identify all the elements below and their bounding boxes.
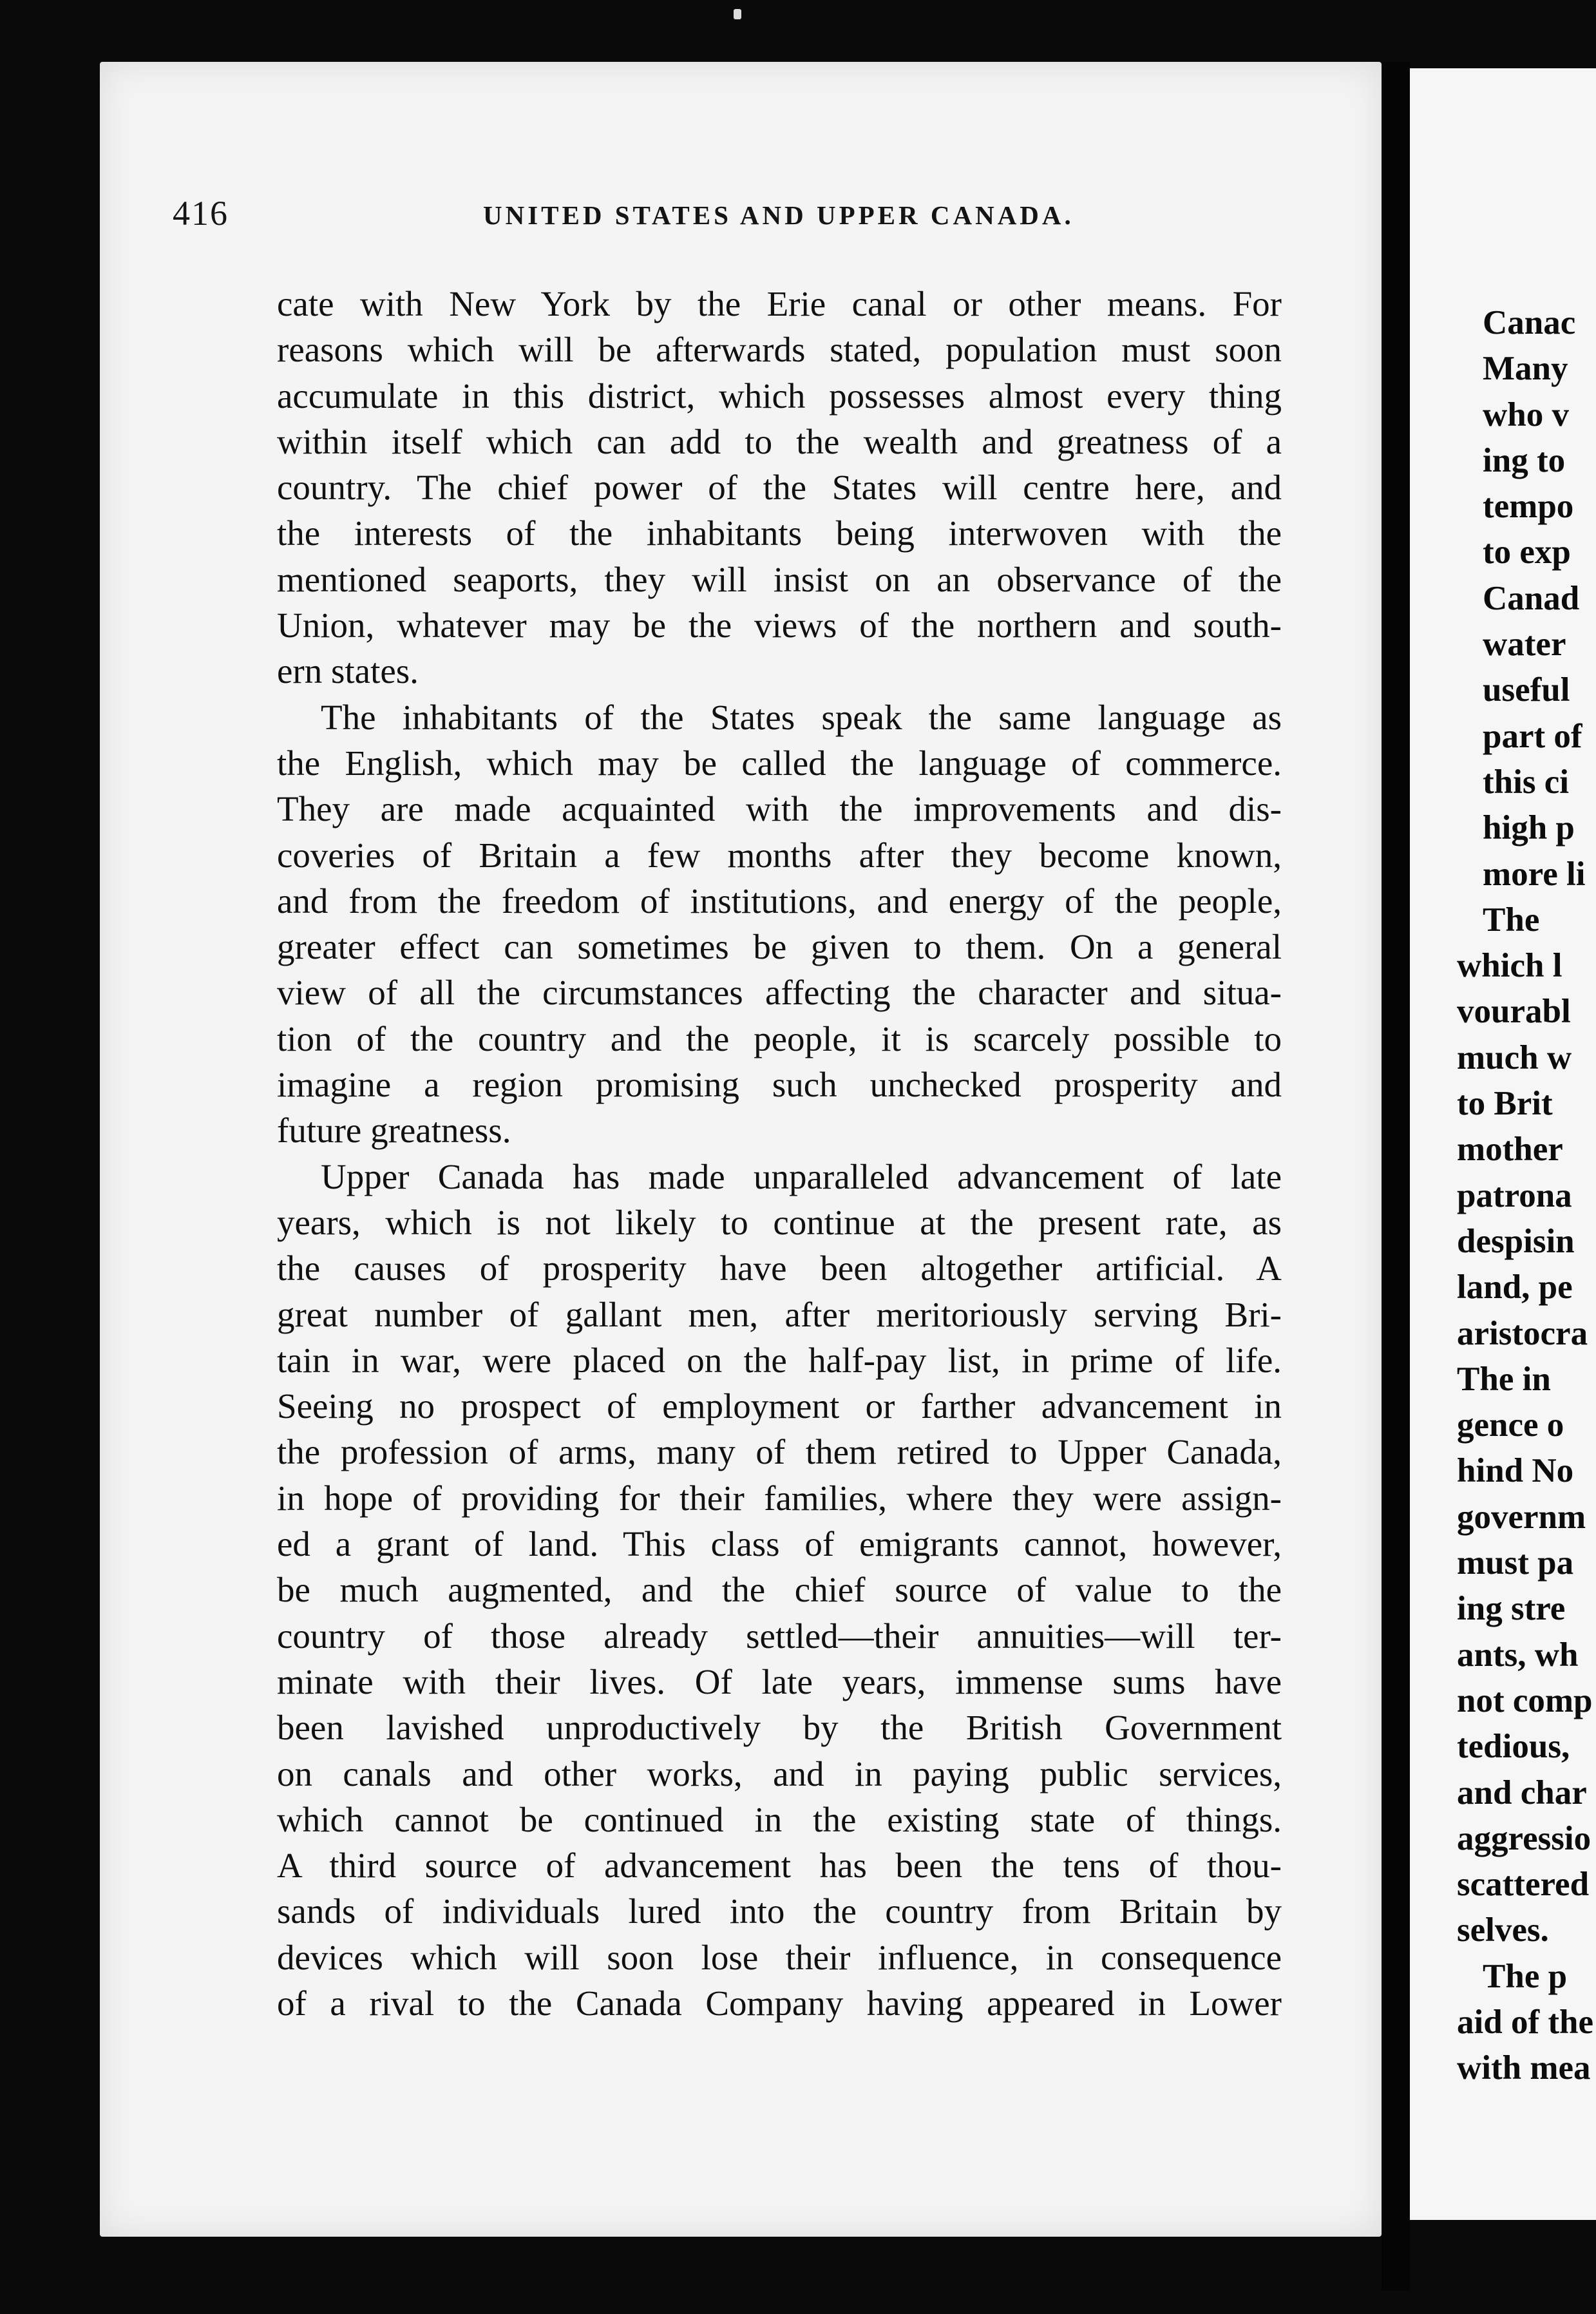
text-line: within itself which can add to the wealth and greatness of a [277,421,1282,461]
text-line: imagine a region promising such unchecked prosperity and [277,1065,1282,1105]
text-line: coveries of Britain a few months after they become known, [277,835,1282,875]
text-line-fragment: aid of the [1457,2003,1593,2041]
text-line-fragment: high p [1483,809,1575,847]
text-line-fragment: aggressio [1457,1819,1591,1857]
text-line: minate with their lives. Of late years, immense sums have [277,1661,1282,1701]
right-page-body-text [1457,300,1596,2092]
text-line-fragment: more li [1483,855,1586,893]
text-line-fragment: much w [1457,1038,1572,1076]
text-line-fragment: this ci [1483,763,1569,801]
text-line-fragment: which l [1457,947,1563,985]
text-line-fragment: ing stre [1457,1590,1566,1628]
text-line: tion of the country and the people, it is scarcely possible to [277,1018,1282,1058]
book-gutter [1382,62,1410,2291]
scan-speck [734,9,741,19]
text-line-fragment: scattered [1457,1866,1590,1904]
text-line-fragment: patrona [1457,1176,1572,1214]
text-line-fragment: vourabl [1457,993,1571,1031]
text-line-fragment: Canad [1483,579,1580,617]
text-line: cate with New York by the Erie canal or other means. For [277,284,1282,323]
text-line: and from the freedom of institutions, and energy of the people, [277,881,1282,921]
text-line-fragment: land, pe [1457,1268,1573,1306]
text-line-fragment: to exp [1483,533,1571,571]
text-line-fragment: useful [1483,671,1570,709]
text-line: view of all the circumstances affecting the character and situa- [277,973,1282,1013]
text-line: the English, which may be called the language of commerce. [277,743,1282,783]
text-line-fragment: Many [1483,350,1568,388]
text-line: the interests of the inhabitants being interwoven with the [277,513,1282,553]
text-line-fragment: tedious, [1457,1728,1570,1766]
text-line: in hope of providing for their families, where they were assign- [277,1478,1282,1518]
text-line: tain in war, were placed on the half-pay list, in prime of life. [277,1340,1282,1380]
text-line: Upper Canada has made unparalleled advancement of late [321,1156,1282,1196]
text-line: The inhabitants of the States speak the same language as [321,697,1282,737]
text-line-fragment: The [1483,901,1540,939]
text-line: country. The chief power of the States will centre here, and [277,468,1282,508]
running-head [173,193,1268,245]
text-line: great number of gallant men, after meritoriously serving Bri- [277,1294,1282,1334]
text-line-fragment: ants, wh [1457,1636,1579,1674]
text-line: which cannot be continued in the existing state of things. [277,1799,1282,1839]
scan-edge-specks [4,77,17,2203]
text-line: reasons which will be afterwards stated, population must soon [277,330,1282,370]
text-line-fragment: and char [1457,1774,1587,1812]
text-line-fragment: The in [1457,1360,1551,1398]
text-line-fragment: ing to [1483,441,1566,479]
text-line-fragment: The p [1483,1957,1568,1995]
text-line-fragment: aristocra [1457,1314,1588,1352]
text-line-fragment: part of [1483,717,1582,755]
text-line: future greatness. [277,1111,511,1151]
text-line: country of those already settled—their annuities—will ter- [277,1616,1282,1656]
text-line: sands of individuals lured into the country from Britain by [277,1891,1282,1931]
text-line: Seeing no prospect of employment or farther advancement in [277,1386,1282,1426]
text-line-fragment: with mea [1457,2049,1591,2087]
running-head-title: UNITED STATES AND UPPER CANADA. [483,200,1074,230]
left-page-body-text [277,281,1282,2026]
text-line-fragment: hind No [1457,1452,1574,1490]
text-line: of a rival to the Canada Company having appeared in Lower [277,1983,1282,2023]
text-line-fragment: to Brit [1457,1085,1553,1123]
text-line-fragment: must pa [1457,1544,1574,1582]
text-line: been lavished unproductively by the British Government [277,1708,1282,1748]
text-line: greater effect can sometimes be given to them. On a general [277,927,1282,967]
page-number: 416 [173,194,229,233]
text-line: the profession of arms, many of them retired to Upper Canada, [277,1432,1282,1472]
text-line: A third source of advancement has been the tens of thou- [277,1846,1282,1886]
text-line: the causes of prosperity have been altogether artificial. A [277,1248,1282,1288]
text-line-fragment: Canac [1483,304,1576,341]
text-line: They are made acquainted with the improvements and dis- [277,789,1282,829]
text-line-fragment: gence o [1457,1406,1564,1444]
text-line-fragment: tempo [1483,488,1574,526]
text-line: Union, whatever may be the views of the northern and south- [277,606,1282,645]
text-line-fragment: selves. [1457,1911,1549,1949]
text-line: ed a grant of land. This class of emigrants cannot, however, [277,1524,1282,1564]
text-line: devices which will soon lose their influence, in consequence [277,1937,1282,1977]
text-line-fragment: not comp [1457,1681,1593,1719]
text-line: accumulate in this district, which possesses almost every thing [277,376,1282,416]
text-line-fragment: water [1483,626,1566,664]
text-line: years, which is not likely to continue at the present rate, as [277,1202,1282,1242]
text-line: be much augmented, and the chief source of value to the [277,1570,1282,1610]
text-line-fragment: mother [1457,1131,1563,1169]
text-line: on canals and other works, and in paying public services, [277,1754,1282,1793]
text-line-fragment: governm [1457,1498,1586,1536]
text-line: ern states. [277,651,419,691]
text-line: mentioned seaports, they will insist on an observance of the [277,559,1282,599]
text-line-fragment: despisin [1457,1222,1575,1260]
text-line-fragment: who v [1483,396,1570,434]
